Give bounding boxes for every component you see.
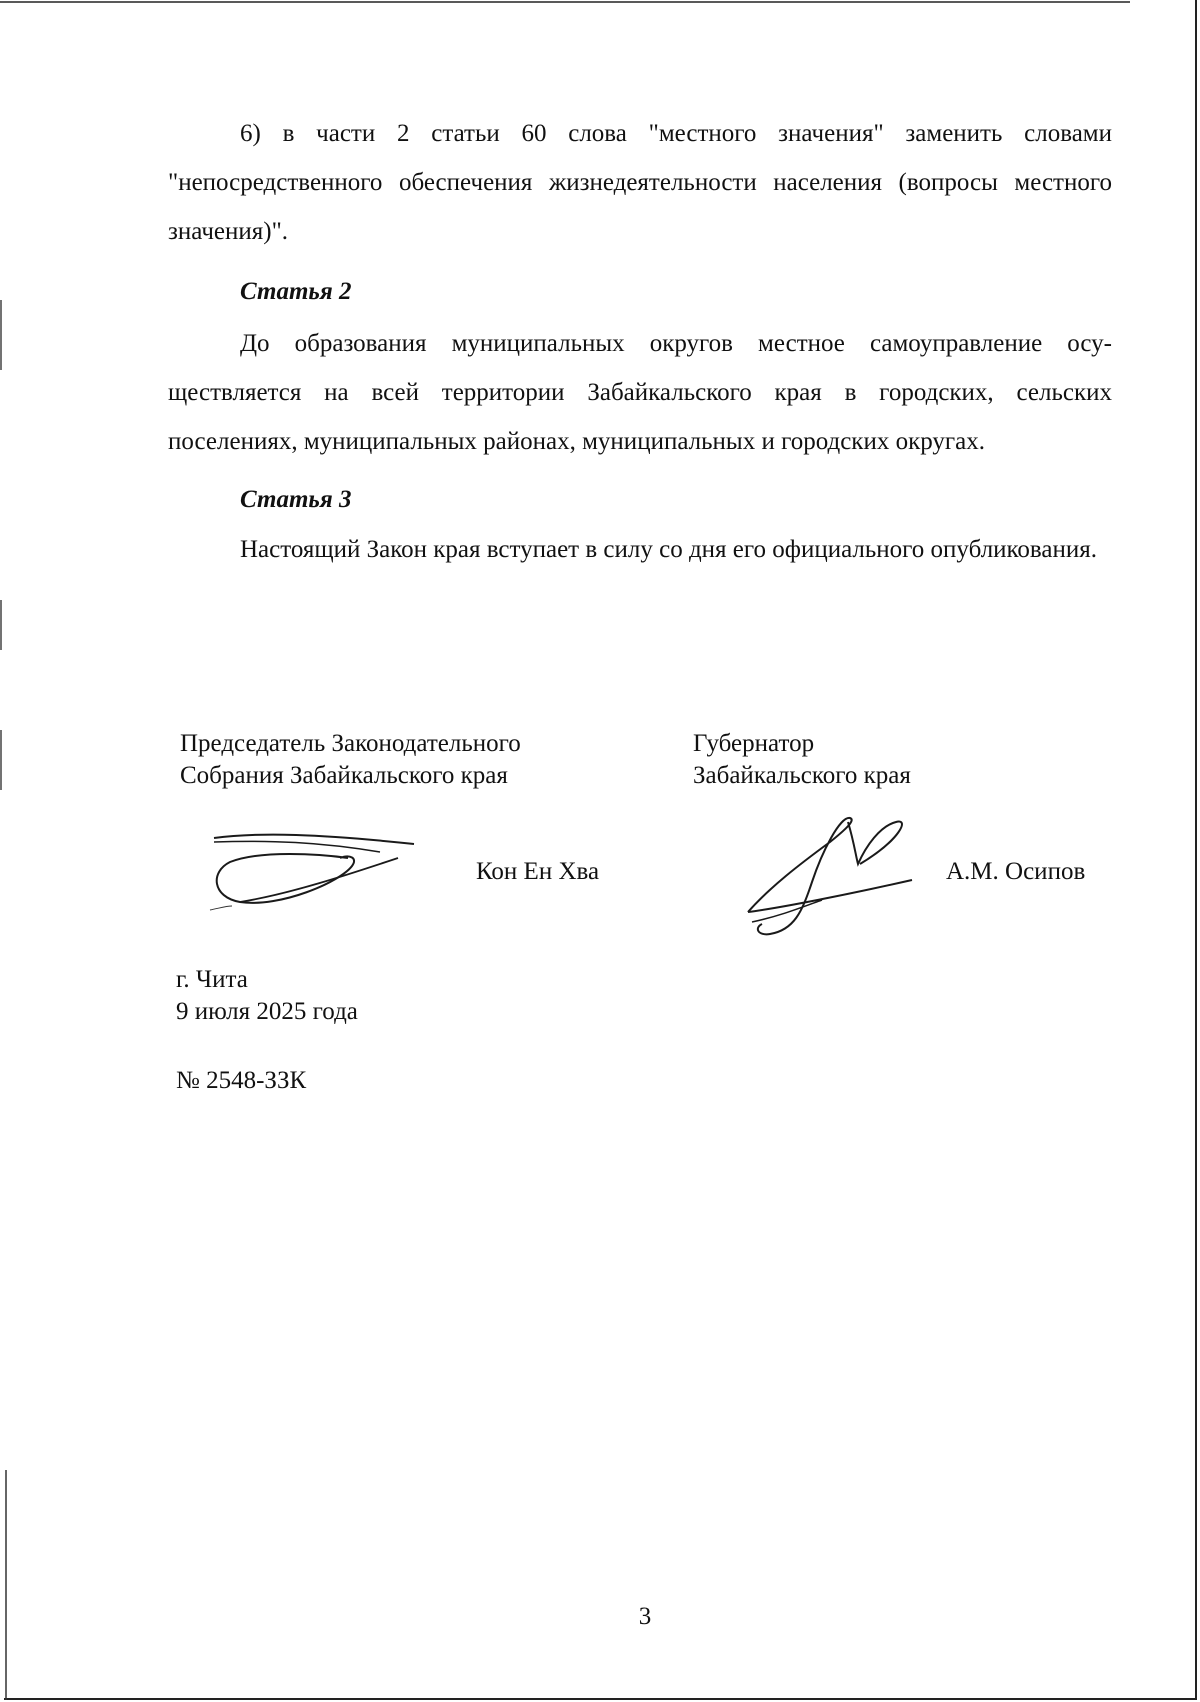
article-3-text: Настоящий Закон края вступает в силу со дня его официального опубликования. [240, 536, 1098, 563]
chairman-position-line-2: Собрания Забайкальского края [180, 762, 508, 789]
governor-position [693, 728, 911, 792]
law-number: № 2548-ЗЗК [176, 1067, 307, 1094]
governor-position-line-2: Забайкальского края [693, 762, 911, 789]
governor-name: А.М. Осипов [946, 858, 1086, 885]
chairman-position-line-1: Председатель Законодательного [180, 730, 521, 757]
place-and-date [176, 964, 358, 1028]
date: 9 июля 2025 года [176, 998, 358, 1025]
chairman-signature [200, 822, 420, 922]
chairman-position [180, 728, 521, 792]
article-2-title: Статья 2 [240, 278, 352, 305]
chairman-name: Кон Ен Хва [476, 858, 600, 885]
article-2-text: До образования муниципальных округов местное самоуправление осуществляется на всей территории Забайкальского края в городских, сельских поселениях, муниципальных районах, муниципальных и городских округах. [168, 330, 1112, 455]
governor-signature [740, 812, 920, 947]
page-number: 3 [638, 1603, 652, 1630]
article-3-title: Статья 3 [240, 486, 352, 513]
paragraph-item-6: 6) в части 2 статьи 60 слова "местного значения" заменить словами "непосредственного обеспечения жизнедеятельности населения (вопросы местного значения)". [168, 120, 1112, 245]
governor-position-line-1: Губернатор [693, 730, 815, 757]
place: г. Чита [176, 966, 248, 993]
